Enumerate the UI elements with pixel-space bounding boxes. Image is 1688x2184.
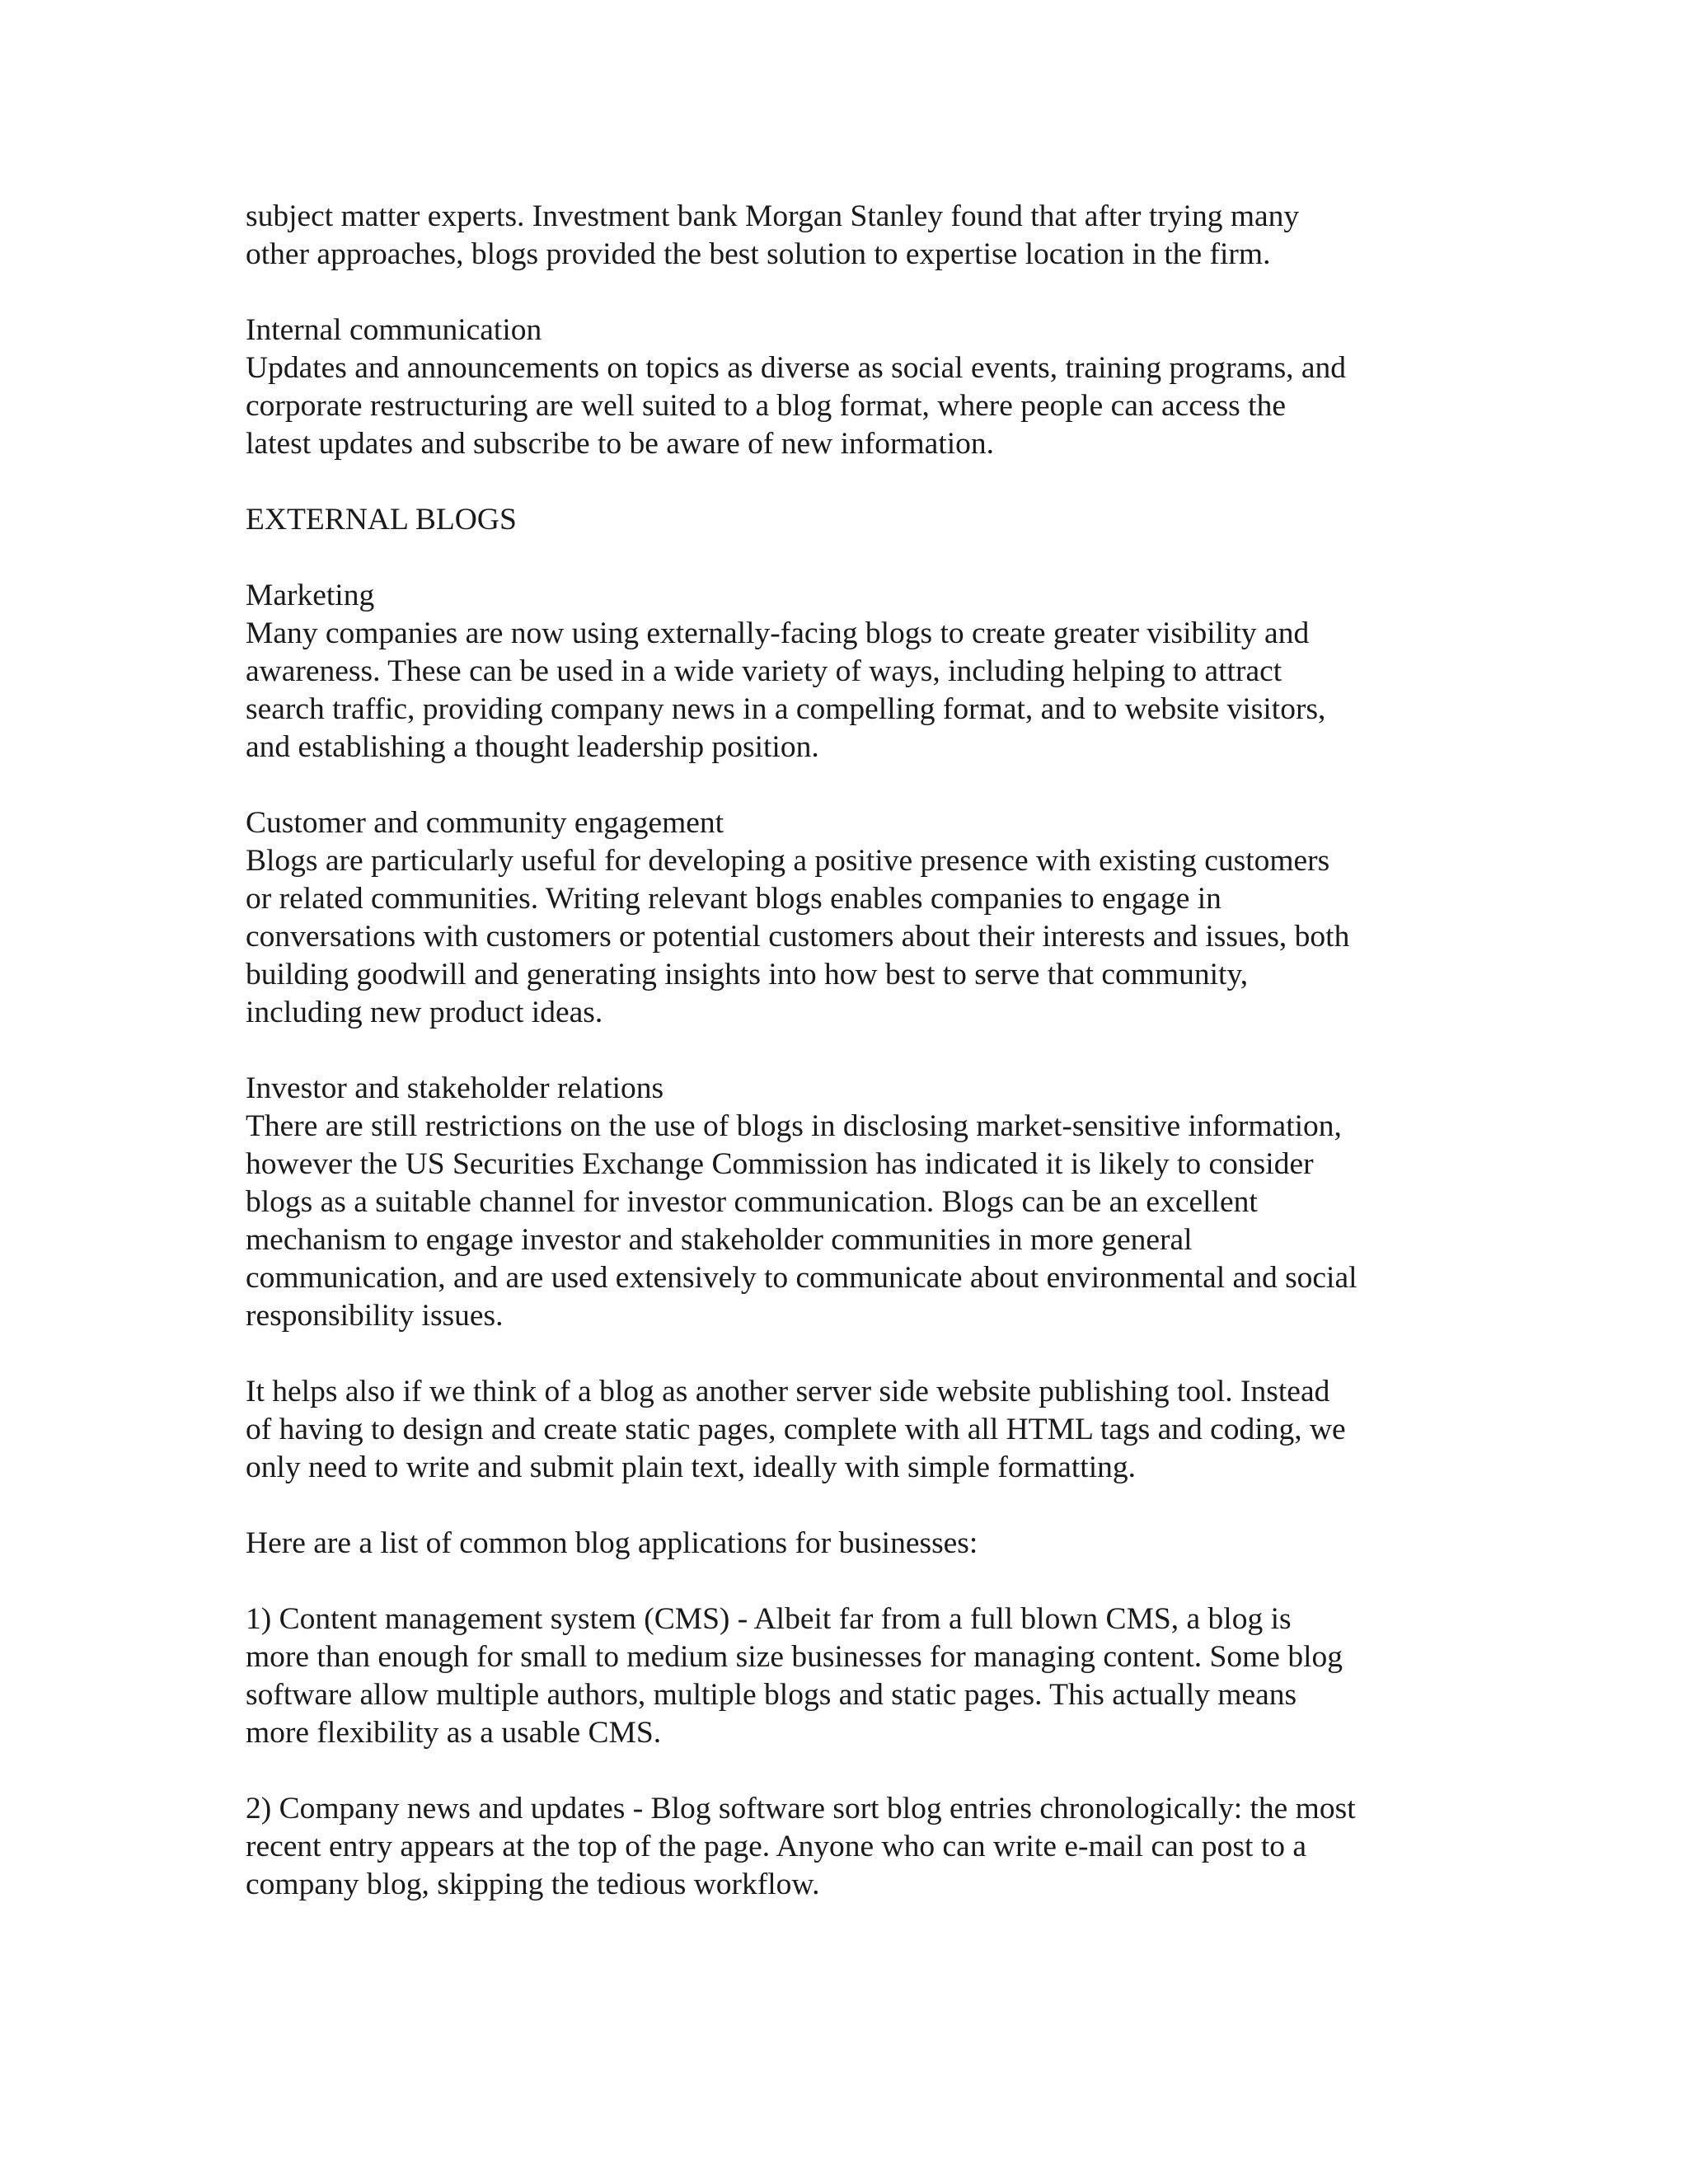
paragraph — [246, 1525, 1449, 1563]
document-body — [246, 198, 1449, 1942]
text-line: of having to design and create static pages, complete with all HTML tags and coding, we — [246, 1413, 1346, 1446]
text-line: awareness. These can be used in a wide variety of ways, including helping to attract — [246, 654, 1282, 688]
text-line: and establishing a thought leadership position. — [246, 730, 819, 764]
text-line: including new product ideas. — [246, 996, 603, 1029]
paragraph — [246, 577, 1449, 766]
text-line: communication, and are used extensively to communicate about environmental and social — [246, 1261, 1357, 1295]
text-line: software allow multiple authors, multiple blogs and static pages. This actually means — [246, 1678, 1297, 1712]
text-line: building goodwill and generating insights into how best to serve that community, — [246, 958, 1249, 991]
text-line: Many companies are now using externally-facing blogs to create greater visibility and — [246, 616, 1310, 650]
text-line: other approaches, blogs provided the best solution to expertise location in the firm. — [246, 237, 1271, 271]
text-line: subject matter experts. Investment bank Morgan Stanley found that after trying many — [246, 199, 1300, 233]
text-line: recent entry appears at the top of the page. Anyone who can write e-mail can post to a — [246, 1830, 1307, 1863]
text-line: It helps also if we think of a blog as another server side website publishing tool. Instead — [246, 1375, 1330, 1408]
text-line: corporate restructuring are well suited to a blog format, where people can access the — [246, 389, 1286, 423]
text-line: 2) Company news and updates - Blog software sort blog entries chronologically: the most — [246, 1792, 1356, 1825]
text-line: There are still restrictions on the use of blogs in disclosing market-sensitive information, — [246, 1109, 1342, 1143]
text-line: more than enough for small to medium size businesses for managing content. Some blog — [246, 1640, 1343, 1674]
text-line: Blogs are particularly useful for developing a positive presence with existing customers — [246, 844, 1330, 878]
text-line: however the US Securities Exchange Commission has indicated it is likely to consider — [246, 1147, 1314, 1181]
text-line: Marketing — [246, 579, 375, 612]
text-line: search traffic, providing company news in a compelling format, and to website visitors, — [246, 692, 1326, 726]
text-line: mechanism to engage investor and stakeholder communities in more general — [246, 1223, 1193, 1257]
text-line: Updates and announcements on topics as diverse as social events, training programs, and — [246, 351, 1347, 385]
text-line: blogs as a suitable channel for investor communication. Blogs can be an excellent — [246, 1185, 1258, 1219]
text-line: latest updates and subscribe to be aware of new information. — [246, 427, 995, 461]
text-line: company blog, skipping the tedious workflow. — [246, 1868, 820, 1901]
paragraph — [246, 1373, 1449, 1487]
text-line: Customer and community engagement — [246, 806, 724, 840]
paragraph — [246, 1070, 1449, 1335]
text-line: Investor and stakeholder relations — [246, 1071, 664, 1105]
text-line: only need to write and submit plain text, ideally with simple formatting. — [246, 1451, 1137, 1484]
text-line: or related communities. Writing relevant blogs enables companies to engage in — [246, 882, 1221, 916]
paragraph — [246, 501, 1449, 539]
paragraph — [246, 1790, 1449, 1904]
paragraph — [246, 804, 1449, 1032]
text-line: EXTERNAL BLOGS — [246, 503, 517, 537]
paragraph — [246, 198, 1449, 274]
text-line: Internal communication — [246, 313, 542, 347]
text-line: responsibility issues. — [246, 1299, 504, 1333]
text-line: more flexibility as a usable CMS. — [246, 1716, 662, 1750]
text-line: 1) Content management system (CMS) - Albeit far from a full blown CMS, a blog is — [246, 1602, 1292, 1636]
paragraph — [246, 312, 1449, 463]
text-line: Here are a list of common blog applications for businesses: — [246, 1526, 978, 1560]
text-line: conversations with customers or potential customers about their interests and issues, both — [246, 920, 1350, 954]
paragraph — [246, 1601, 1449, 1752]
